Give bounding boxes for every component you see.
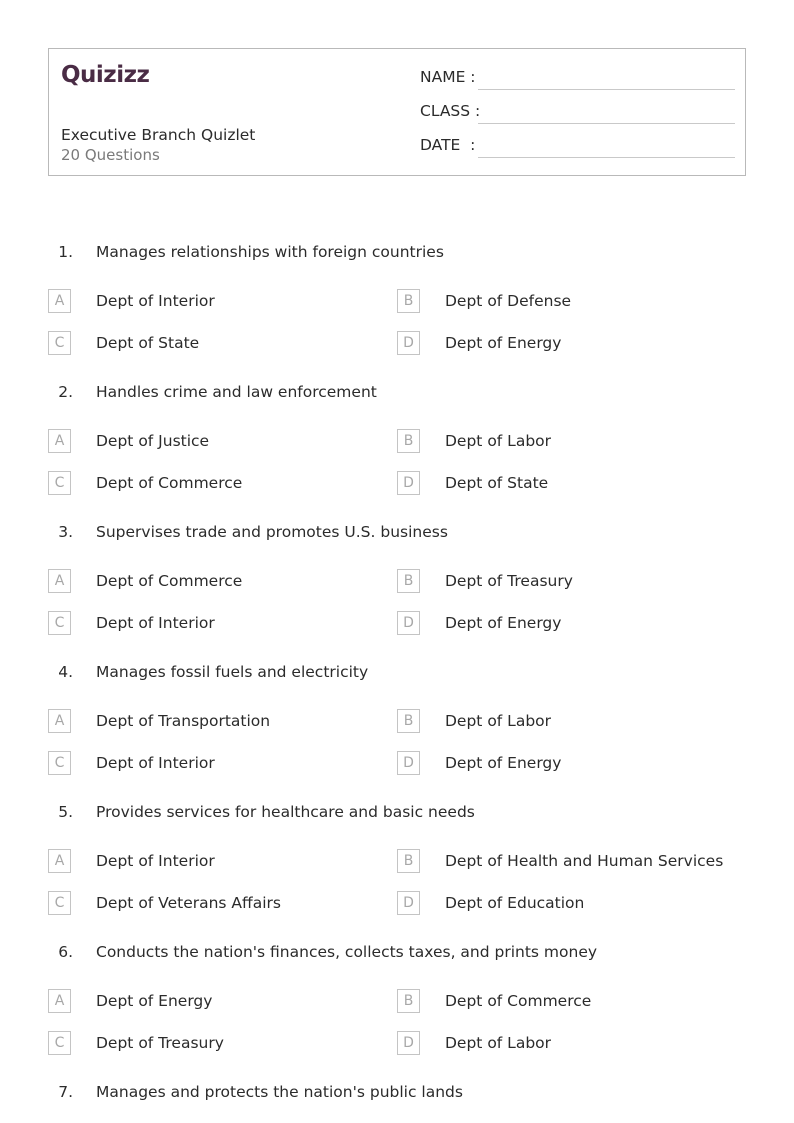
option-text: Dept of Transportation bbox=[96, 712, 271, 730]
answer-option-a[interactable] bbox=[48, 429, 378, 453]
answer-option-a[interactable] bbox=[48, 989, 378, 1013]
option-text: Dept of Interior bbox=[96, 754, 215, 772]
name-line[interactable] bbox=[478, 89, 735, 90]
option-letter-box[interactable]: B bbox=[397, 709, 420, 733]
option-text: Dept of Treasury bbox=[445, 572, 573, 590]
option-text: Dept of Commerce bbox=[96, 572, 243, 590]
class-line[interactable] bbox=[478, 123, 735, 124]
answer-option-b[interactable] bbox=[397, 989, 727, 1013]
option-text: Dept of Labor bbox=[445, 1034, 552, 1052]
option-letter-box[interactable]: C bbox=[48, 1031, 71, 1055]
answer-option-b[interactable] bbox=[397, 849, 727, 873]
question-5 bbox=[48, 800, 746, 824]
class-field[interactable] bbox=[420, 102, 735, 126]
option-letter-box[interactable]: A bbox=[48, 989, 71, 1013]
option-text: Dept of Health and Human Services bbox=[445, 852, 724, 870]
option-text: Dept of Energy bbox=[445, 614, 562, 632]
option-letter-box[interactable]: C bbox=[48, 751, 71, 775]
question-3 bbox=[48, 520, 746, 544]
quiz-title: Executive Branch Quizlet bbox=[61, 126, 256, 144]
option-text: Dept of Interior bbox=[96, 292, 215, 310]
question-text: Manages fossil fuels and electricity bbox=[96, 663, 369, 681]
question-6 bbox=[48, 940, 746, 964]
option-letter-box[interactable]: D bbox=[397, 471, 420, 495]
date-line[interactable] bbox=[478, 157, 735, 158]
answer-option-d[interactable] bbox=[397, 1031, 727, 1055]
date-label: DATE : bbox=[420, 136, 476, 154]
question-text: Provides services for healthcare and basic needs bbox=[96, 803, 475, 821]
option-letter-box[interactable]: C bbox=[48, 471, 71, 495]
option-text: Dept of Interior bbox=[96, 852, 215, 870]
answer-option-c[interactable] bbox=[48, 891, 378, 915]
option-letter-box[interactable]: B bbox=[397, 989, 420, 1013]
question-count: 20 Questions bbox=[61, 146, 160, 164]
question-1 bbox=[48, 240, 746, 264]
option-text: Dept of Justice bbox=[96, 432, 210, 450]
option-letter-box[interactable]: A bbox=[48, 429, 71, 453]
answer-option-b[interactable] bbox=[397, 289, 727, 313]
option-letter-box[interactable]: A bbox=[48, 849, 71, 873]
option-letter-box[interactable]: A bbox=[48, 289, 71, 313]
option-text: Dept of Labor bbox=[445, 432, 552, 450]
answer-option-b[interactable] bbox=[397, 569, 727, 593]
question-7 bbox=[48, 1080, 746, 1104]
option-text: Dept of Commerce bbox=[96, 474, 243, 492]
option-text: Dept of Defense bbox=[445, 292, 572, 310]
answer-option-a[interactable] bbox=[48, 849, 378, 873]
question-2 bbox=[48, 380, 746, 404]
logo-text: Quizizz bbox=[61, 62, 150, 88]
question-4 bbox=[48, 660, 746, 684]
option-text: Dept of State bbox=[96, 334, 200, 352]
answer-option-b[interactable] bbox=[397, 429, 727, 453]
question-text: Manages and protects the nation's public lands bbox=[96, 1083, 463, 1101]
question-number: 5. bbox=[58, 803, 73, 821]
answer-option-a[interactable] bbox=[48, 569, 378, 593]
option-letter-box[interactable]: B bbox=[397, 429, 420, 453]
class-label: CLASS : bbox=[420, 102, 481, 120]
name-label: NAME : bbox=[420, 68, 476, 86]
option-letter-box[interactable]: C bbox=[48, 331, 71, 355]
option-letter-box[interactable]: D bbox=[397, 751, 420, 775]
answer-option-d[interactable] bbox=[397, 611, 727, 635]
answer-option-c[interactable] bbox=[48, 751, 378, 775]
question-number: 7. bbox=[58, 1083, 73, 1101]
option-text: Dept of Treasury bbox=[96, 1034, 224, 1052]
option-letter-box[interactable]: D bbox=[397, 331, 420, 355]
answer-option-c[interactable] bbox=[48, 331, 378, 355]
question-number: 1. bbox=[58, 243, 73, 261]
option-text: Dept of State bbox=[445, 474, 549, 492]
answer-option-d[interactable] bbox=[397, 471, 727, 495]
answer-option-d[interactable] bbox=[397, 751, 727, 775]
option-letter-box[interactable]: B bbox=[397, 569, 420, 593]
option-text: Dept of Labor bbox=[445, 712, 552, 730]
option-letter-box[interactable]: B bbox=[397, 289, 420, 313]
question-text: Manages relationships with foreign countries bbox=[96, 243, 444, 261]
answer-option-c[interactable] bbox=[48, 611, 378, 635]
option-text: Dept of Commerce bbox=[445, 992, 592, 1010]
option-text: Dept of Energy bbox=[445, 754, 562, 772]
worksheet-header bbox=[48, 48, 746, 176]
option-text: Dept of Veterans Affairs bbox=[96, 894, 281, 912]
answer-option-c[interactable] bbox=[48, 1031, 378, 1055]
question-text: Conducts the nation's finances, collects taxes, and prints money bbox=[96, 943, 598, 961]
question-text: Supervises trade and promotes U.S. business bbox=[96, 523, 448, 541]
option-letter-box[interactable]: A bbox=[48, 569, 71, 593]
date-field[interactable] bbox=[420, 136, 735, 160]
answer-option-c[interactable] bbox=[48, 471, 378, 495]
option-letter-box[interactable]: D bbox=[397, 611, 420, 635]
answer-option-a[interactable] bbox=[48, 709, 378, 733]
answer-option-d[interactable] bbox=[397, 331, 727, 355]
option-letter-box[interactable]: D bbox=[397, 1031, 420, 1055]
answer-option-a[interactable] bbox=[48, 289, 378, 313]
option-letter-box[interactable]: B bbox=[397, 849, 420, 873]
name-field[interactable] bbox=[420, 68, 735, 92]
option-letter-box[interactable]: C bbox=[48, 891, 71, 915]
answer-option-b[interactable] bbox=[397, 709, 727, 733]
option-letter-box[interactable]: D bbox=[397, 891, 420, 915]
question-number: 2. bbox=[58, 383, 73, 401]
option-letter-box[interactable]: C bbox=[48, 611, 71, 635]
option-letter-box[interactable]: A bbox=[48, 709, 71, 733]
option-text: Dept of Interior bbox=[96, 614, 215, 632]
question-number: 6. bbox=[58, 943, 73, 961]
answer-option-d[interactable] bbox=[397, 891, 727, 915]
question-text: Handles crime and law enforcement bbox=[96, 383, 377, 401]
question-number: 3. bbox=[58, 523, 73, 541]
quizizz-logo bbox=[61, 59, 153, 89]
question-number: 4. bbox=[58, 663, 73, 681]
option-text: Dept of Energy bbox=[96, 992, 213, 1010]
option-text: Dept of Energy bbox=[445, 334, 562, 352]
option-text: Dept of Education bbox=[445, 894, 585, 912]
